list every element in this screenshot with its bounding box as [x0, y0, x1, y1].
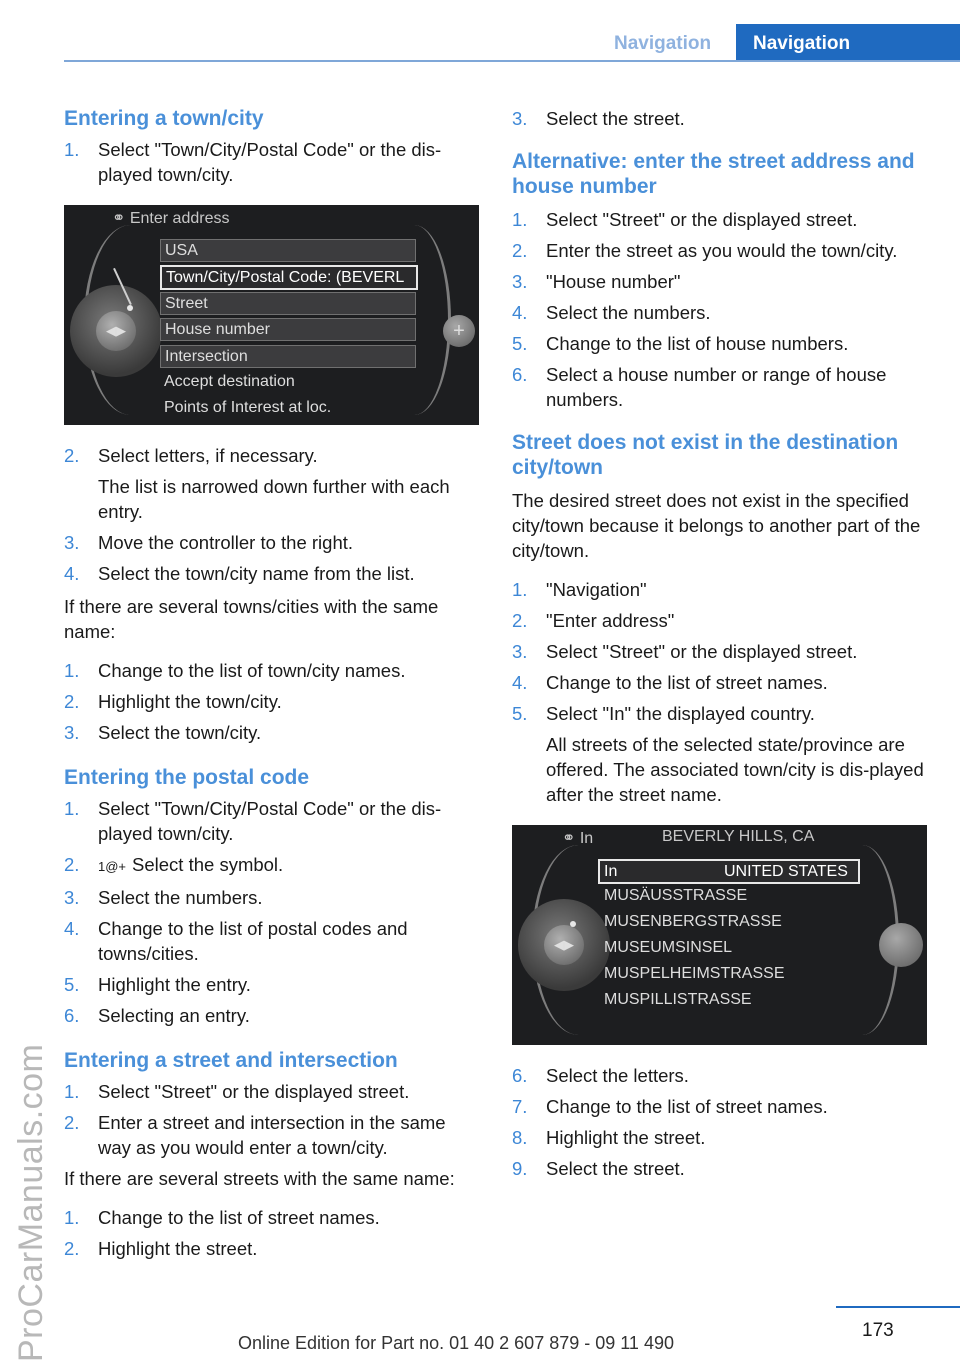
list-item: 2. 1@+ Select the symbol. — [64, 854, 284, 875]
list-item: 2. Enter the street as you would the town/city. — [512, 240, 898, 261]
step-note: All streets of the selected state/province are offered. The associated town/city is dis-played after the street name. — [546, 734, 924, 805]
menu-row: MUSÄUSSTRASSE — [604, 887, 748, 904]
menu-row: House number — [160, 318, 416, 341]
list-item: 4. Select the numbers. — [512, 302, 711, 323]
screen-enter-address — [64, 205, 479, 425]
side-watermark: ProCarManuals.com — [12, 1043, 50, 1362]
menu-row: USA — [160, 239, 416, 262]
controller-icon: ◀▶ — [70, 285, 162, 377]
heading-alternative: Alternative: enter the street address and house number — [512, 150, 915, 198]
list-item: 3. Select the street. — [512, 108, 685, 129]
zoom-plus-icon: + — [443, 315, 475, 347]
header-section-right: Navigation — [736, 24, 960, 62]
menu-row-selected: In UNITED STATES — [598, 859, 860, 884]
menu-row-selected: Town/City/Postal Code: (BEVERL — [160, 265, 418, 290]
list-item: 3. Move the controller to the right. — [64, 532, 354, 553]
step-number: 1. — [64, 139, 80, 160]
menu-row: MUSENBERGSTRASSE — [604, 913, 782, 930]
list-item: 4. Select the town/city name from the list. — [64, 563, 415, 584]
list-item: 2. "Enter address" — [512, 610, 675, 631]
heading-entering-town: Entering a town/city — [64, 107, 264, 130]
list-item: 3. Select the town/city. — [64, 722, 262, 743]
list-item: 2. Select letters, if necessary. — [64, 445, 318, 466]
menu-row: MUSPELHEIMSTRASSE — [604, 965, 785, 982]
menu-row: Points of Interest at loc. — [164, 399, 332, 416]
list-item: 6. Select a house number or range of house numbers. — [512, 364, 887, 410]
list-item: 6. Select the letters. — [512, 1065, 689, 1086]
paragraph: The desired street does not exist in the specified city/town because it belongs to another part of the city/town. — [512, 490, 921, 561]
list-item: 1. Change to the list of street names. — [64, 1207, 380, 1228]
paragraph: If there are several towns/cities with the same name: — [64, 596, 439, 642]
right-column — [512, 100, 930, 1181]
list-item: 4. Change to the list of postal codes and towns/cities. — [64, 918, 408, 964]
heading-postal-code: Entering the postal code — [64, 766, 310, 789]
paragraph: If there are several streets with the same name: — [64, 1168, 455, 1189]
controller-icon: ◀▶ — [518, 899, 610, 991]
heading-street-not-exist: Street does not exist in the destination city/town — [512, 431, 899, 479]
menu-row: Accept destination — [164, 373, 295, 390]
list-item: 3. Select the numbers. — [64, 887, 263, 908]
list-item: 4. Change to the list of street names. — [512, 672, 828, 693]
list-item: 1. Select "Street" or the displayed street. — [64, 1081, 410, 1102]
list-item: 2. Highlight the town/city. — [64, 691, 282, 712]
step-note: The list is narrowed down further with each entry. — [98, 476, 450, 522]
list-item: 3. "House number" — [512, 271, 681, 292]
pointer-dot — [570, 921, 576, 927]
menu-row: MUSEUMSINSEL — [604, 939, 733, 956]
list-item: 1. Select "Town/City/Postal Code" or the dis-played town/city. — [64, 798, 442, 844]
list-item: 1. Select "Street" or the displayed street. — [512, 209, 858, 230]
header-rule — [64, 60, 960, 62]
list-item: 9. Select the street. — [512, 1158, 685, 1179]
at-symbol-icon: 1@+ — [98, 859, 127, 874]
list-item: 2. Highlight the street. — [64, 1238, 258, 1259]
footer-rule — [836, 1306, 960, 1308]
menu-row: MUSPILLISTRASSE — [604, 991, 752, 1008]
header-section-left: Navigation — [614, 33, 712, 54]
list-item: 1. Select "Town/City/Postal Code" or the dis-played town/city. — [64, 139, 442, 185]
pointer-dot — [127, 305, 133, 311]
screen-title: ⚭ In — [562, 830, 594, 847]
page-number: 173 — [862, 1320, 894, 1341]
list-item: 1. Change to the list of town/city names. — [64, 660, 406, 681]
menu-row: Intersection — [160, 345, 416, 368]
list-item: 5. Change to the list of house numbers. — [512, 333, 849, 354]
heading-street-intersection: Entering a street and intersection — [64, 1049, 398, 1072]
list-item: 2. Enter a street and intersection in the same way as you would enter a town/city. — [64, 1112, 446, 1158]
list-item: 1. "Navigation" — [512, 579, 647, 600]
list-item: 5. Highlight the entry. — [64, 974, 251, 995]
screen-street-list — [512, 825, 927, 1045]
list-item: 7. Change to the list of street names. — [512, 1096, 828, 1117]
list-item: 6. Selecting an entry. — [64, 1005, 250, 1026]
menu-row: Street — [160, 292, 416, 315]
left-column — [64, 100, 482, 1261]
list-item: 3. Select "Street" or the displayed street. — [512, 641, 858, 662]
list-item: 8. Highlight the street. — [512, 1127, 706, 1148]
edition-note: Online Edition for Part no. 01 40 2 607 879 - 09 11 490 — [238, 1333, 674, 1353]
list-item: 5. Select "In" the displayed country. — [512, 703, 815, 724]
screen-location: BEVERLY HILLS, CA — [662, 828, 815, 845]
controller-knob-icon — [879, 923, 923, 967]
screen-title: ⚭ Enter address — [112, 210, 230, 227]
